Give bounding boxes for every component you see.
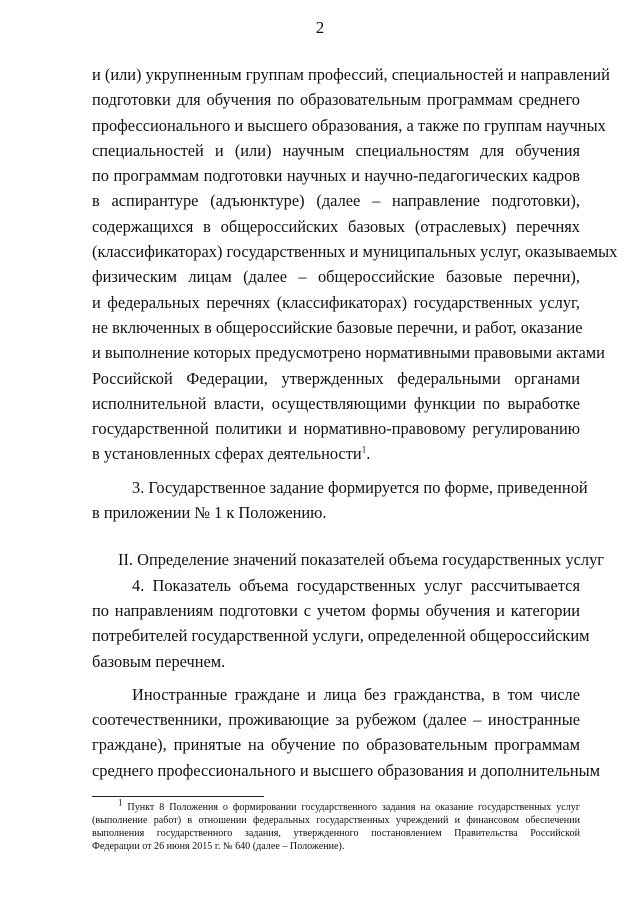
paragraph-3 [92,573,590,674]
paragraph-line: базовым перечнем. [92,651,226,671]
paragraph-line: и федеральных перечнях (классификаторах) государственных услуг, [92,292,580,312]
paragraph-line: 4. Показатель объема государственных услуг рассчитывается [132,575,580,595]
paragraph-line: подготовки для обучения по образовательным программам среднего [92,90,580,110]
footnote-line: (выполнение работ) в отношении федеральных государственных учреждений и финансовом обеспечении [92,815,580,826]
paragraph-line: физическим лицам (далее – общероссийские базовые перечни), [92,267,580,287]
paragraph-4 [92,682,601,783]
footnote-line [92,797,580,814]
paragraph-line: граждане), принятые на обучение по образовательным программам [92,735,580,755]
paragraph-line [92,441,580,466]
paragraph-line: в приложении № 1 к Положению. [92,503,327,523]
paragraph-line: не включенных в общероссийские базовые перечни, и работ, оказание [92,317,583,337]
paragraph-line: специальностей и (или) научным специальностям для обучения [92,140,580,160]
paragraph-line: 3. Государственное задание формируется по форме, приведенной [132,477,588,497]
paragraph-line: Иностранные граждане и лица без гражданства, в том числе [132,684,580,704]
paragraph-line: Российской Федерации, утвержденных федеральными органами [92,368,580,388]
paragraph-1 [92,62,618,467]
page-number: 2 [315,18,325,37]
footnote-reference[interactable]: 1 [361,444,367,455]
footnote-marker: 1 [118,797,123,808]
footnote-line: выполнения государственного задания, утвержденного постановлением Правительства Российской [92,828,580,839]
paragraph-line: потребителей государственной услуги, определенной общероссийским [92,626,590,646]
section-heading: II. Определение значений показателей объема государственных услуг [118,550,605,570]
paragraph-line: (классификаторах) государственных и муниципальных услуг, оказываемых [92,242,618,262]
paragraph-line: исполнительной власти, осуществляющими функции по выработке [92,393,580,413]
paragraph-line: по программам подготовки научных и научно-педагогических кадров [92,166,580,186]
period: . [366,444,371,464]
body-text [92,62,618,783]
paragraph-line: профессионального и высшего образования, а также по группам научных [92,115,606,135]
paragraph-line: содержащихся в общероссийских базовых (отраслевых) перечнях [92,216,580,236]
paragraph-line: среднего профессионального и высшего образования и дополнительным [92,760,601,780]
paragraph-line-text: в установленных сферах деятельности [92,444,362,464]
paragraph-line: соотечественники, проживающие за рубежом (далее – иностранные [92,710,580,730]
footnote [92,797,580,853]
paragraph-line: по направлениям подготовки с учетом формы обучения и категории [92,600,580,620]
footnote-line: Федерации от 26 июня 2015 г. № 640 (далее – Положение). [92,841,345,852]
paragraph-line: в аспирантуре (адъюнктуре) (далее – направление подготовки), [92,191,580,211]
footnote-line-text: Пункт 8 Положения о формировании государственного задания на оказание государственных услуг [127,802,580,813]
paragraph-line: и выполнение которых предусмотрено нормативными правовыми актами [92,343,605,363]
paragraph-line: государственной политики и нормативно-правовому регулированию [92,419,580,439]
paragraph-2 [92,475,588,526]
paragraph-line: и (или) укрупненным группам профессий, специальностей и направлений [92,65,610,84]
